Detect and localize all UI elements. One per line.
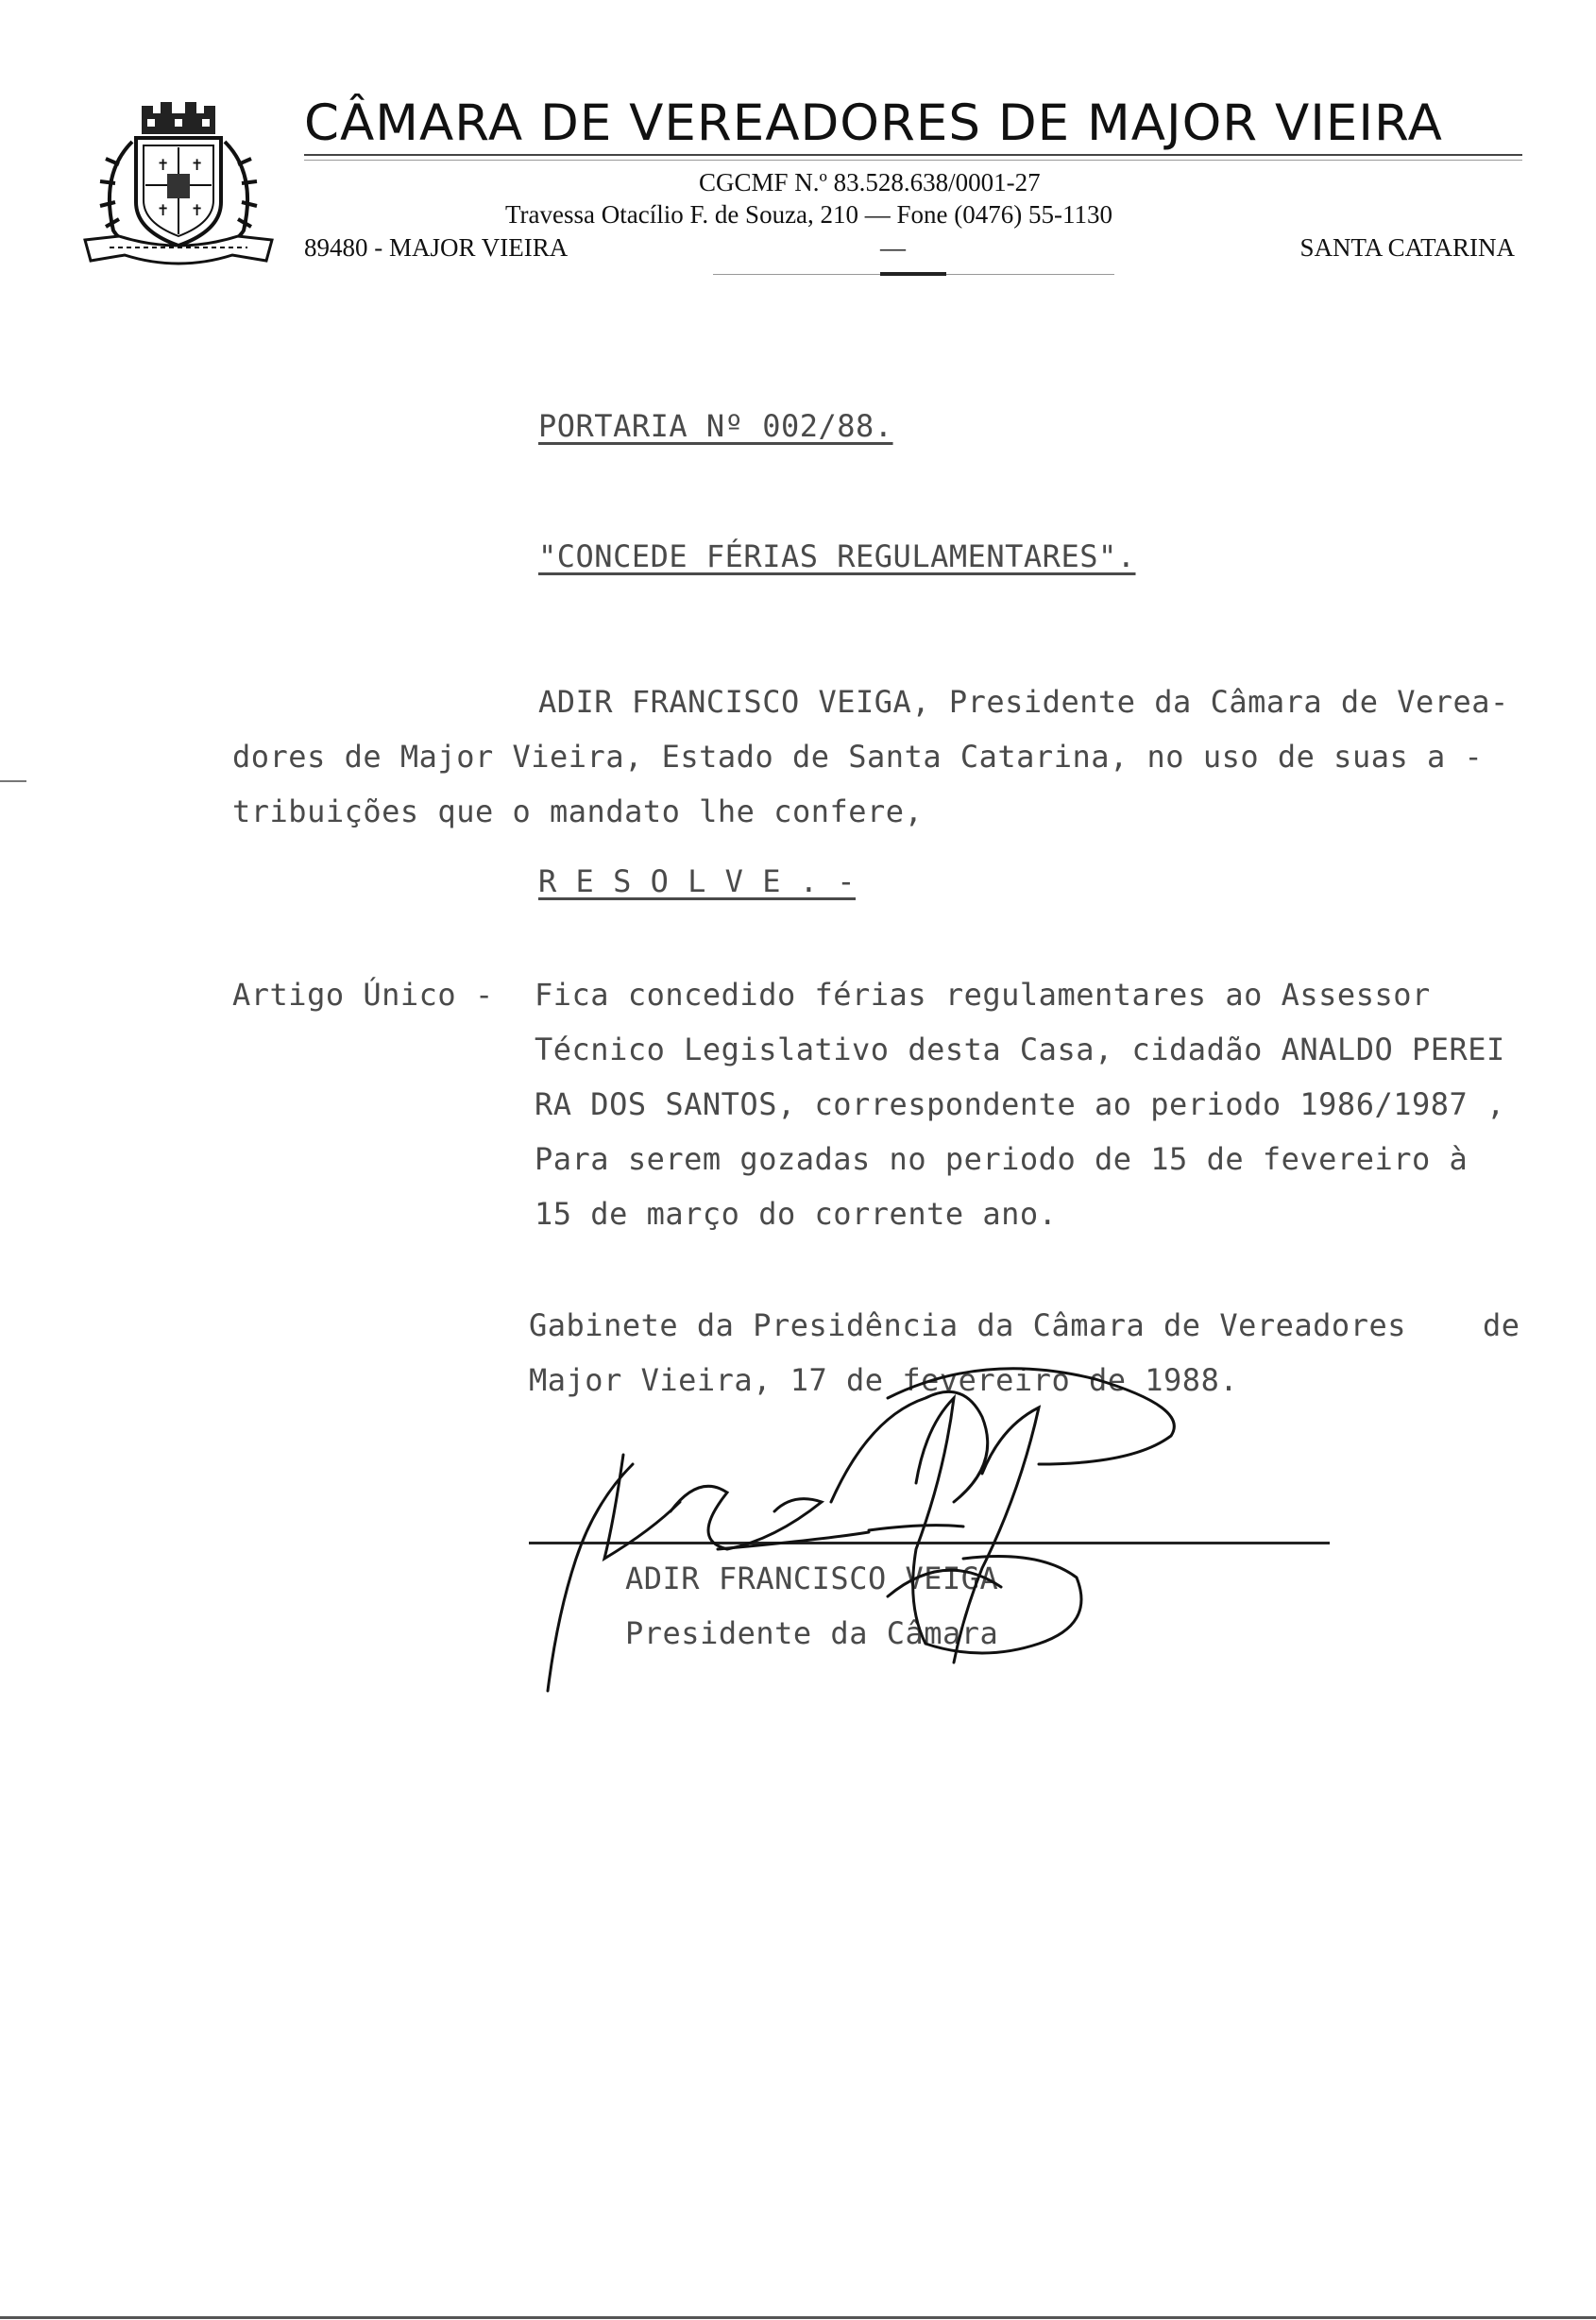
closing-de: de bbox=[1483, 1307, 1520, 1343]
closing-line: Gabinete da Presidência da Câmara de Vereadores bbox=[529, 1307, 1406, 1343]
preamble-line: ADIR FRANCISCO VEIGA, Presidente da Câmara de Verea- bbox=[538, 684, 1509, 720]
header-underline-mark bbox=[880, 272, 946, 276]
preamble-line: dores de Major Vieira, Estado de Santa Catarina, no uso de suas a - bbox=[232, 739, 1484, 775]
svg-text:✝: ✝ bbox=[191, 201, 204, 219]
handwritten-signature bbox=[510, 1360, 1209, 1710]
header-rule-thin bbox=[304, 160, 1522, 161]
article-line: RA DOS SANTOS, correspondente ao periodo 1986/1987 , bbox=[535, 1086, 1505, 1122]
header-dash: — bbox=[880, 233, 906, 262]
article-line: Técnico Legislativo desta Casa, cidadão ANALDO PEREI bbox=[535, 1032, 1505, 1067]
cgcmf-number: CGCMF N.º 83.528.638/0001-27 bbox=[699, 168, 1041, 196]
resolve-heading: R E S O L V E . - bbox=[538, 863, 857, 899]
coat-of-arms-icon bbox=[81, 98, 276, 270]
state-name: SANTA CATARINA bbox=[1299, 233, 1515, 262]
preamble-line: tribuições que o mandato lhe confere, bbox=[232, 793, 924, 829]
scan-bottom-edge bbox=[0, 2316, 1596, 2319]
svg-text:✝: ✝ bbox=[191, 156, 204, 174]
article-label: Artigo Único - bbox=[232, 977, 494, 1013]
article-line: Fica concedido férias regulamentares ao Assessor bbox=[535, 977, 1431, 1013]
svg-text:✝: ✝ bbox=[157, 201, 170, 219]
closing-line: Major Vieira, 17 de fevereiro de 1988. bbox=[529, 1362, 1239, 1398]
article-line: Para serem gozadas no periodo de 15 de fevereiro à bbox=[535, 1141, 1469, 1177]
organization-name: CÂMARA DE VEREADORES DE MAJOR VIEIRA bbox=[304, 94, 1443, 152]
scan-edge-mark bbox=[0, 780, 26, 782]
document-subtitle: "CONCEDE FÉRIAS REGULAMENTARES". bbox=[538, 538, 1136, 574]
cep-city: 89480 - MAJOR VIEIRA bbox=[304, 233, 569, 262]
address-line: Travessa Otacílio F. de Souza, 210 — Fone (0476) 55-1130 bbox=[505, 200, 1113, 229]
signer-role: Presidente da Câmara bbox=[625, 1615, 999, 1651]
header-rule bbox=[304, 154, 1522, 156]
article-line: 15 de março do corrente ano. bbox=[535, 1196, 1058, 1232]
signer-name: ADIR FRANCISCO VEIGA bbox=[625, 1561, 999, 1596]
svg-text:✝: ✝ bbox=[157, 156, 170, 174]
document-title: PORTARIA Nº 002/88. bbox=[538, 408, 893, 444]
